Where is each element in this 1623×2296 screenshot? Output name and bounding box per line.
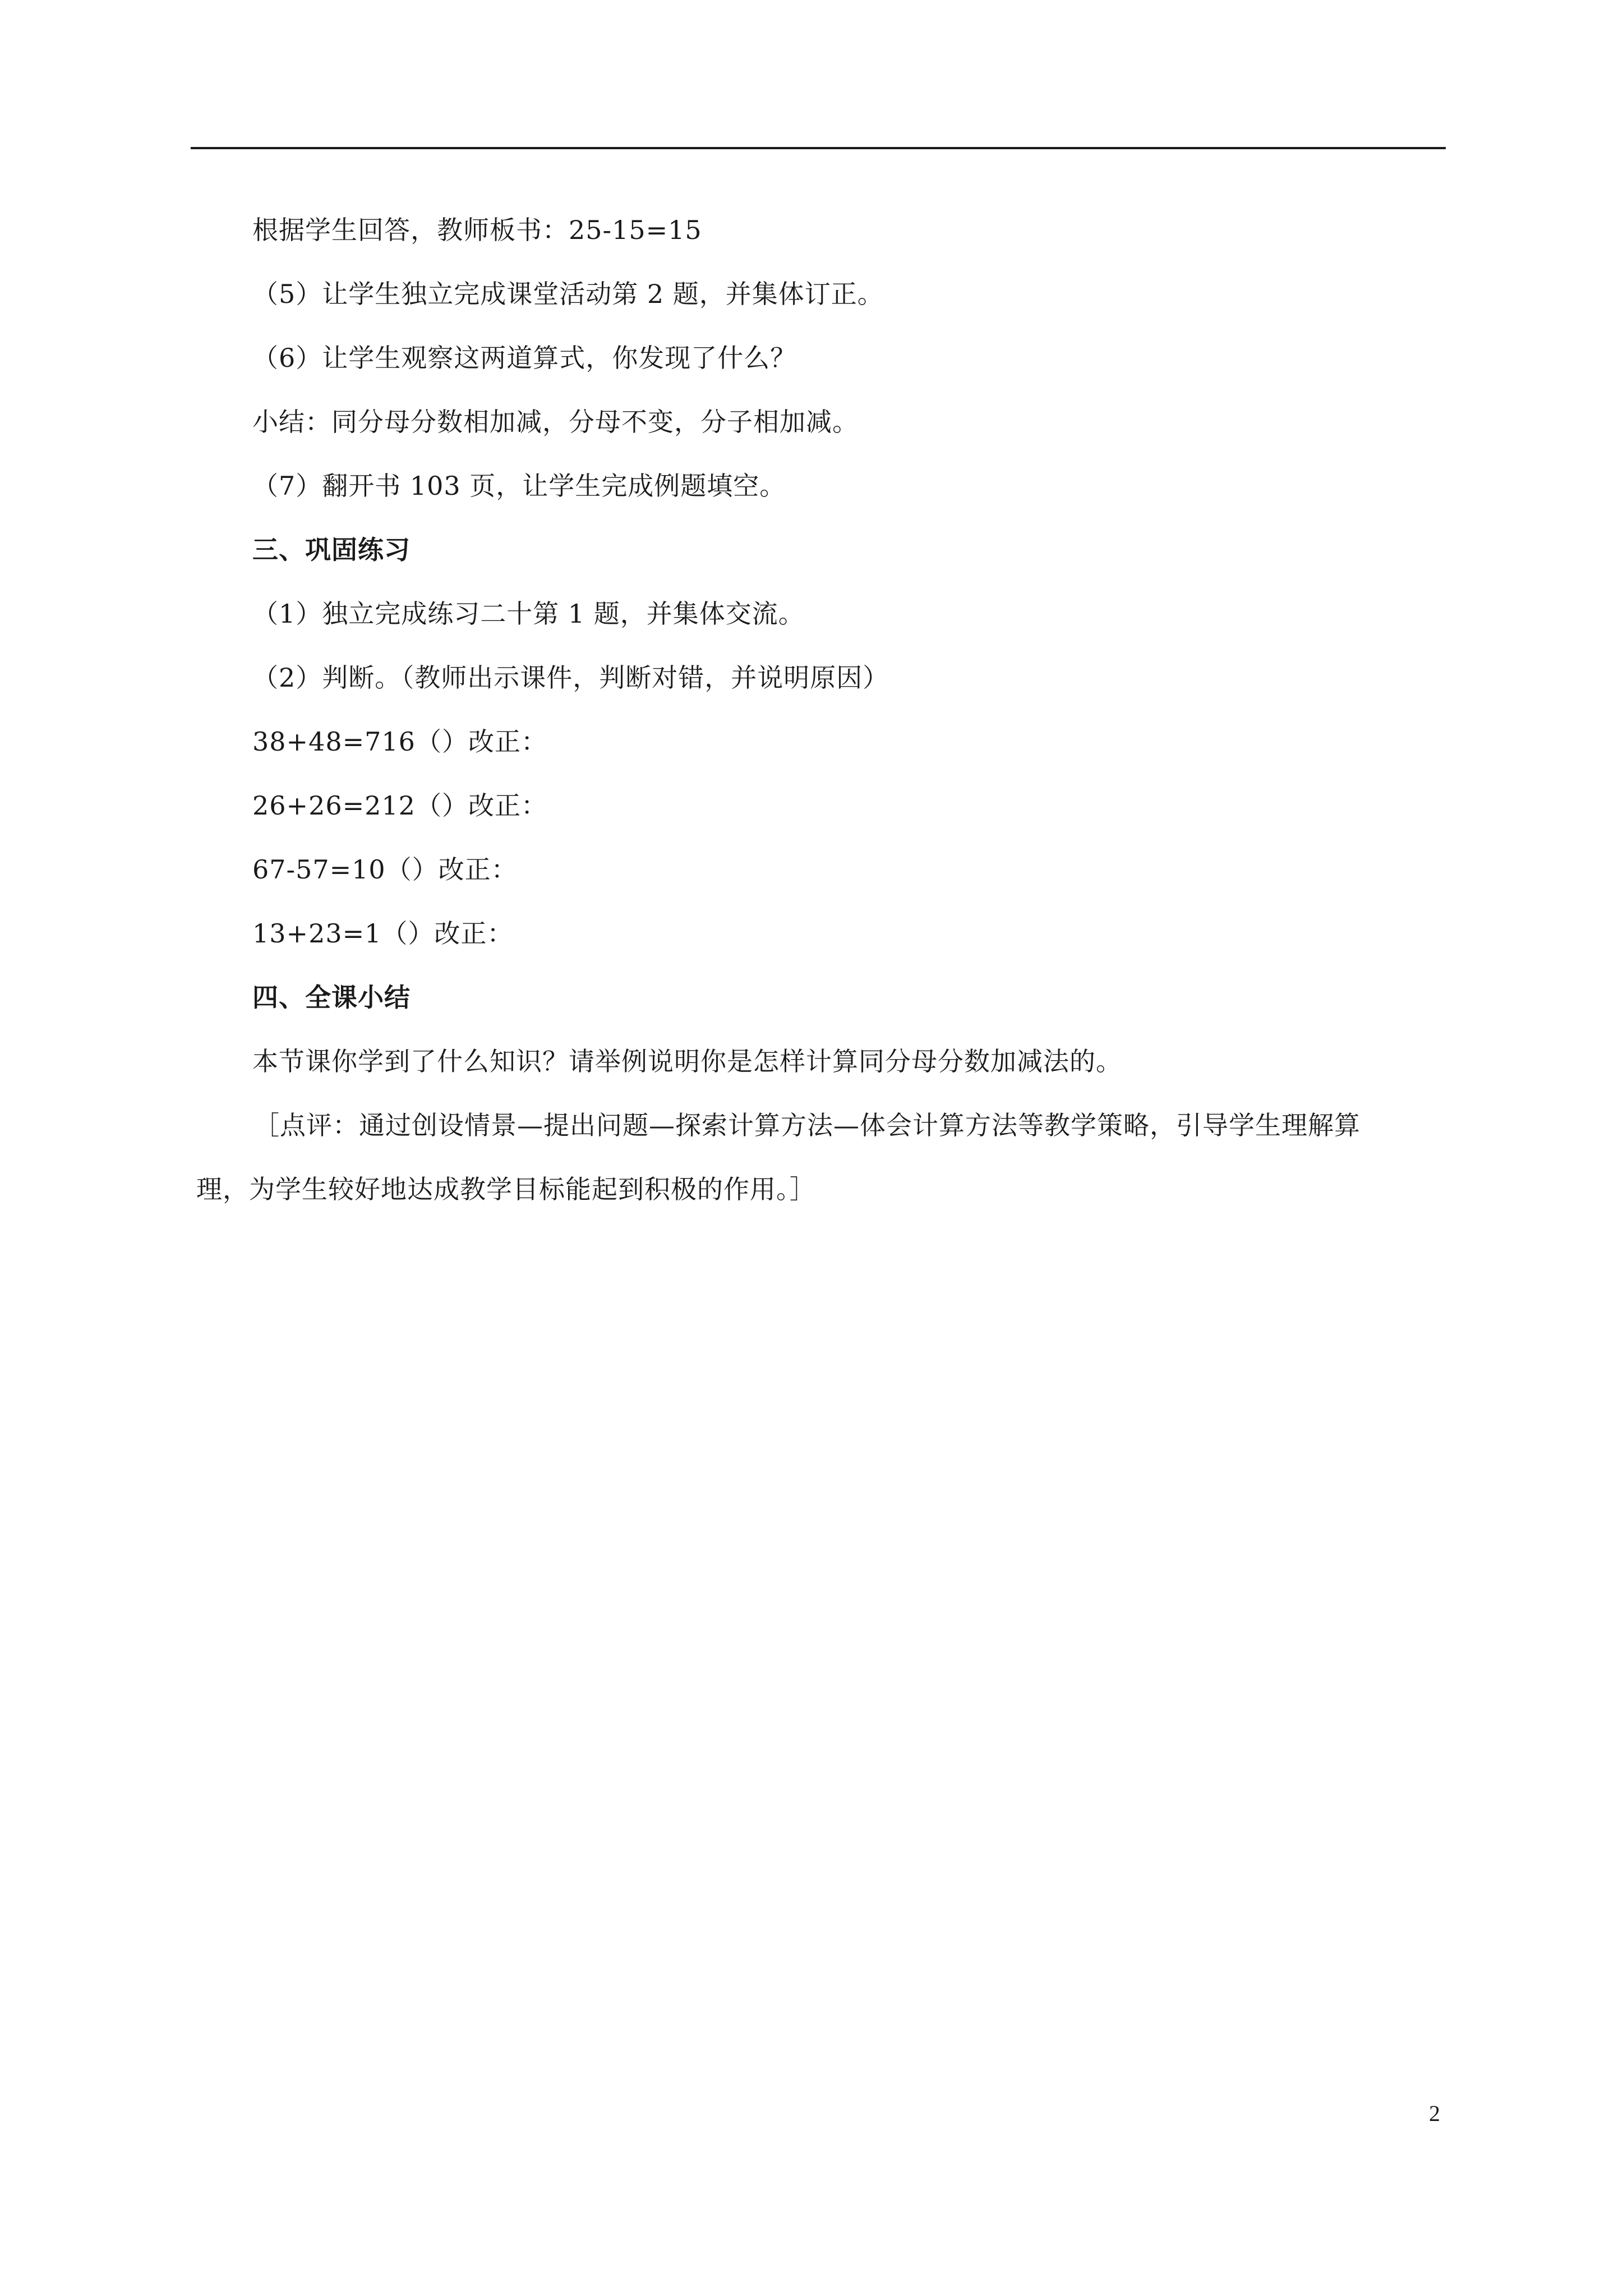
practice-2-line: （2）判断。（教师出示课件，判断对错，并说明原因）: [252, 662, 889, 693]
summary-question-line: 本节课你学到了什么知识？请举例说明你是怎样计算同分母分数加减法的。: [252, 1046, 1122, 1076]
judge-item-3: 67-57=10（）改正：: [252, 854, 518, 885]
comment-line-2: 理，为学生较好地达成教学目标能起到积极的作用。］: [196, 1174, 816, 1204]
board-writing-line: 根据学生回答，教师板书：25-15=15: [252, 215, 702, 245]
step-6-line: （6）让学生观察这两道算式，你发现了什么？: [252, 343, 797, 373]
judge-item-1: 38+48=716（）改正：: [252, 726, 547, 757]
practice-1-line: （1）独立完成练习二十第 1 题，并集体交流。: [252, 599, 805, 629]
judge-item-4: 13+23=1（）改正：: [252, 918, 514, 949]
page-number: 2: [1429, 2101, 1440, 2126]
step-5-line: （5）让学生独立完成课堂活动第 2 题，并集体订正。: [252, 279, 884, 309]
section-heading-summary: 四、全课小结: [252, 982, 411, 1013]
judge-item-2: 26+26=212（）改正：: [252, 790, 547, 821]
step-7-line: （7）翻开书 103 页，让学生完成例题填空。: [252, 471, 786, 501]
header-rule: [191, 147, 1446, 149]
summary-line: 小结：同分母分数相加减，分母不变，分子相加减。: [252, 407, 859, 437]
comment-line-1: ［点评：通过创设情景—提出问题—探索计算方法—体会计算方法等教学策略，引导学生理解算: [253, 1110, 1361, 1140]
section-heading-practice: 三、巩固练习: [252, 535, 411, 565]
